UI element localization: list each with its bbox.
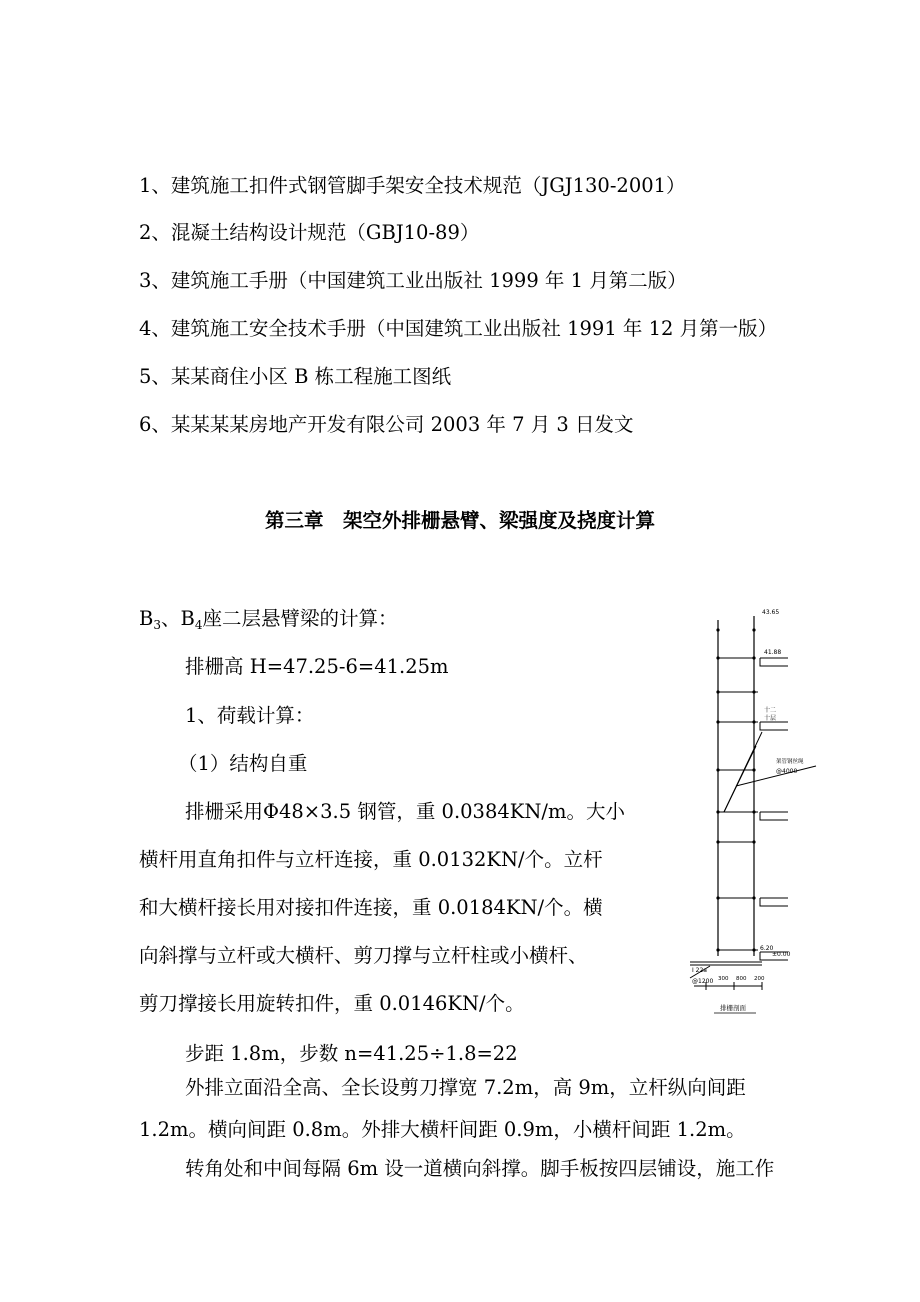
floor-label: 十层 <box>764 715 777 722</box>
reference-item: 3、建筑施工手册（中国建筑工业出版社 1999 年 1 月第二版） <box>139 269 687 292</box>
elevation-label: 43.65 <box>762 609 780 616</box>
paragraph-line: 转角处和中间每隔 6m 设一道横向斜撑。脚手板按四层铺设，施工作 <box>185 1157 775 1180</box>
reference-item: 2、混凝土结构设计规范（GBJ10-89） <box>139 221 480 244</box>
dimension-label: 300 <box>718 976 729 982</box>
step-line: 步距 1.8m，步数 n=41.25÷1.8=22 <box>185 1042 518 1065</box>
paragraph-line: 向斜撑与立杆或大横杆、剪刀撑与立杆柱或小横杆、 <box>139 944 588 967</box>
reference-item: 4、建筑施工安全技术手册（中国建筑工业出版社 1991 年 12 月第一版） <box>139 317 778 340</box>
beam-spacing-label: @1200 <box>692 978 714 985</box>
load-heading: 1、荷载计算： <box>185 704 315 727</box>
elevation-label: 6.20 <box>760 945 774 952</box>
self-weight-heading: （1）结构自重 <box>178 752 308 775</box>
section-heading <box>139 606 397 632</box>
scaffold-section-figure <box>676 606 832 1020</box>
subscript-3: 3 <box>153 618 161 632</box>
paragraph-line: 和大横杆接长用对接扣件连接，重 0.0184KN/个。横 <box>139 896 603 919</box>
beam-label: I 22a <box>692 967 707 974</box>
reference-item: 5、某某商住小区 B 栋工程施工图纸 <box>139 365 452 388</box>
paragraph-line: 横杆用直角扣件与立杆连接，重 0.0132KN/个。立杆 <box>139 848 603 871</box>
elevation-label: 41.88 <box>764 649 782 656</box>
floor-slabs <box>760 658 788 960</box>
figure-caption: 排栅剖面 <box>720 1004 746 1012</box>
paragraph-line: 排栅采用Φ48×3.5 钢管，重 0.0384KN/m。大小 <box>185 800 625 823</box>
ledgers <box>718 658 758 950</box>
paragraph-line: 剪刀撑接长用旋转扣件，重 0.0146KN/个。 <box>139 992 525 1015</box>
elevation-label: ±0.00 <box>772 951 791 958</box>
section-b: B <box>139 607 154 630</box>
dimension-label: 800 <box>736 976 747 982</box>
couplers <box>716 628 755 951</box>
brace-label: 架管钢丝绳 <box>776 759 804 765</box>
spacing-label: @4000 <box>776 768 798 775</box>
reference-item: 6、某某某某房地产开发有限公司 2003 年 7 月 3 日发文 <box>139 413 634 436</box>
height-line: 排栅高 H=47.25-6=41.25m <box>185 655 449 678</box>
reference-item: 1、建筑施工扣件式钢管脚手架安全技术规范（JGJ130-2001） <box>139 174 686 197</box>
floor-label: 十二 <box>764 707 777 714</box>
chapter-title: 第三章 架空外排栅悬臂、梁强度及挠度计算 <box>264 509 655 532</box>
dimension-label: 200 <box>754 976 765 982</box>
section-sep: 、B <box>160 607 195 630</box>
subscript-4: 4 <box>194 618 203 632</box>
diagonal-braces <box>724 732 816 812</box>
paragraph-line: 1.2m。横向间距 0.8m。外排大横杆间距 0.9m，小横杆间距 1.2m。 <box>139 1118 746 1141</box>
section-rest: 座二层悬臂梁的计算： <box>202 607 398 630</box>
paragraph-line: 外排立面沿全高、全长设剪刀撑宽 7.2m，高 9m，立杆纵向间距 <box>185 1076 746 1099</box>
